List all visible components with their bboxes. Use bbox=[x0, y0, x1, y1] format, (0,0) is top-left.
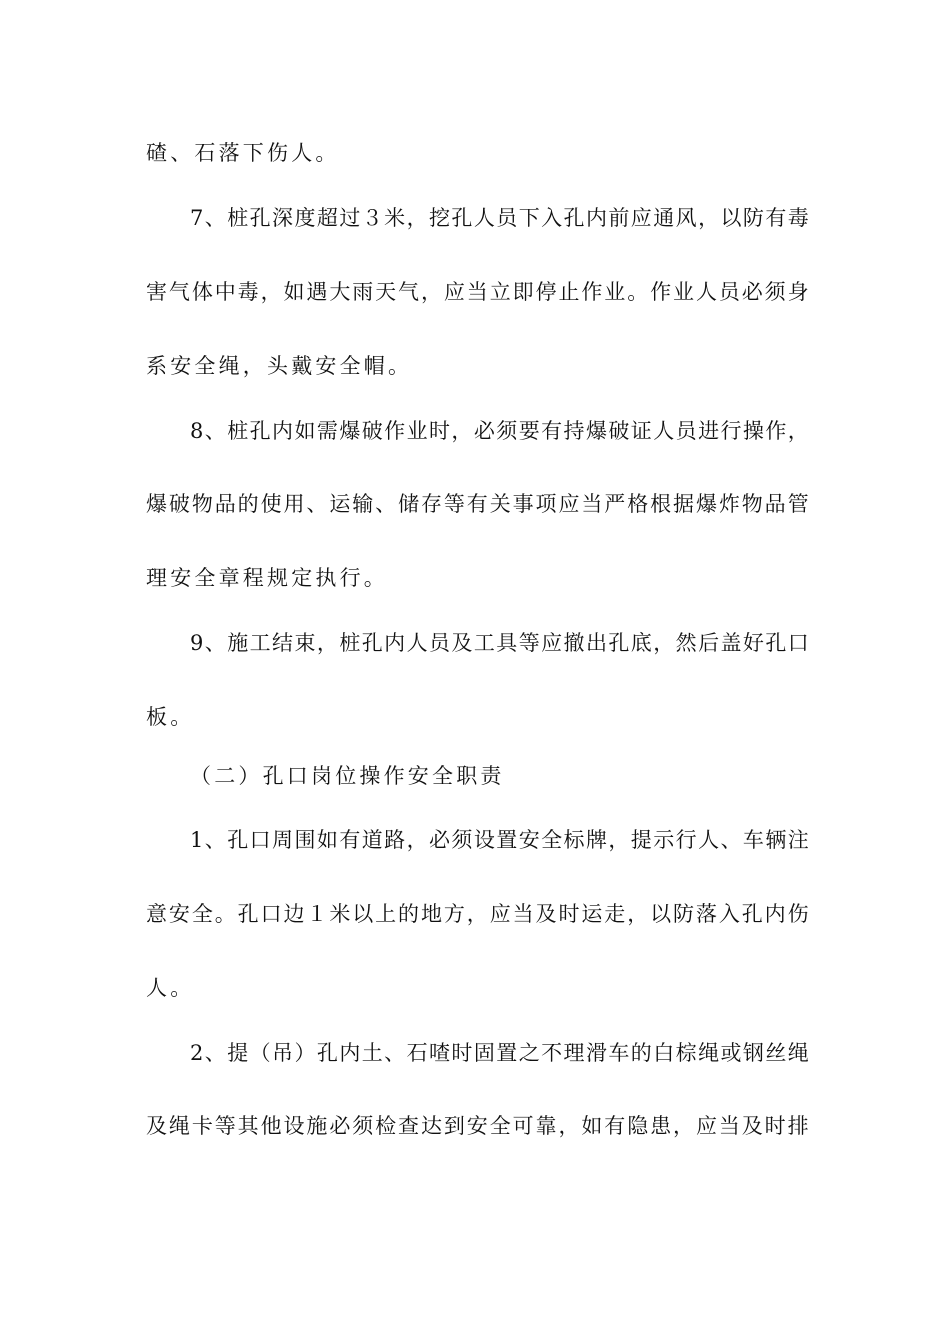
text-line-4: 系安全绳，头戴安全帽。 bbox=[146, 354, 413, 378]
text-line-2: 7、桩孔深度超过３米，挖孔人员下入孔内前应通风，以防有毒 bbox=[190, 206, 811, 230]
text-line-12: 意安全。孔口边１米以上的地方，应当及时运走，以防落入孔内伤 bbox=[146, 902, 811, 926]
text-line-1: 碴、石落下伤人。 bbox=[146, 141, 340, 165]
text-line-13: 人。 bbox=[146, 976, 195, 1000]
text-line-3: 害气体中毒，如遇大雨天气，应当立即停止作业。作业人员必须身 bbox=[146, 280, 811, 304]
text-line-6: 爆破物品的使用、运输、储存等有关事项应当严格根据爆炸物品管 bbox=[146, 492, 811, 516]
text-line-5: 8、桩孔内如需爆破作业时，必须要有持爆破证人员进行操作， bbox=[190, 419, 811, 443]
text-line-15: 及绳卡等其他设施必须检查达到安全可靠，如有隐患，应当及时排 bbox=[146, 1114, 811, 1138]
text-line-11: 1、孔口周围如有道路，必须设置安全标牌，提示行人、车辆注 bbox=[190, 828, 811, 852]
text-line-14: 2、提（吊）孔内土、石喳时固置之不理滑车的白棕绳或钢丝绳 bbox=[190, 1041, 811, 1065]
text-line-7: 理安全章程规定执行。 bbox=[146, 566, 388, 590]
text-line-9: 板。 bbox=[146, 705, 195, 729]
text-line-8: 9、施工结束，桩孔内人员及工具等应撤出孔底，然后盖好孔口 bbox=[190, 631, 811, 655]
section-heading: （二）孔口岗位操作安全职责 bbox=[190, 764, 505, 788]
